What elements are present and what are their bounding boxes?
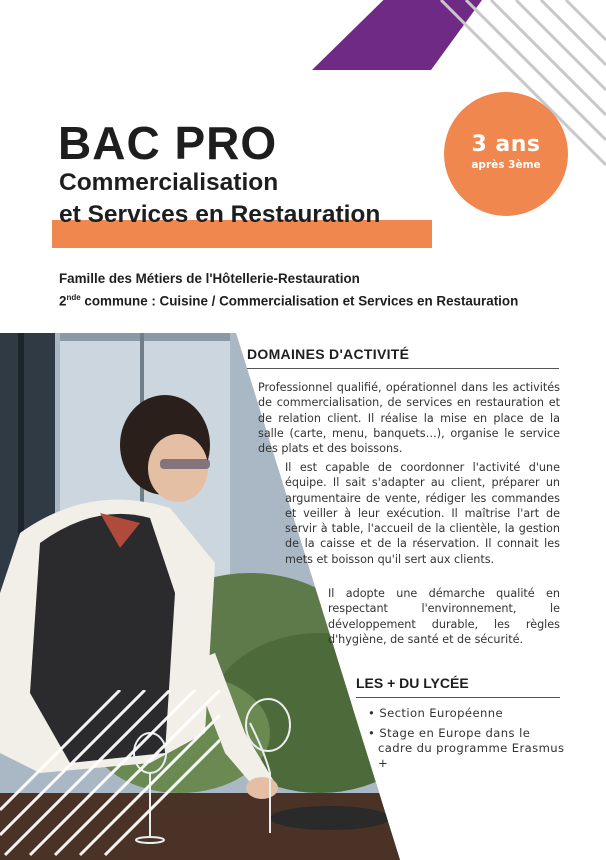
family-line-1: Famille des Métiers de l'Hôtellerie-Restauration (59, 271, 360, 286)
domaines-paragraph-2: Il est capable de coordonner l'activité d'une équipe. Il sait s'adapter au client, préparer un argumentaire de vente, rédiger les commandes et veiller à leur exécution. Il maîtrise l'art de servir à table, l'accueil de la clientèle, la gestion de la caisse et de la réservation. Il connait les mets et boisson qu'il sert aux clients. (285, 461, 560, 566)
domaines-heading: DOMAINES D'ACTIVITÉ (247, 346, 410, 362)
domaines-paragraph-3: Il adopte une démarche qualité en respectant l'environnement, le développement durable, les règles d'hygiène, de santé et de sécurité. (328, 587, 560, 646)
white-stripes-decor (0, 690, 220, 860)
list-item: • Stage en Europe dans le cadre du programme Erasmus + (366, 726, 566, 771)
duration-subtitle: après 3ème (471, 159, 541, 171)
divider (356, 697, 560, 698)
plus-heading: LES + DU LYCÉE (356, 675, 469, 691)
duration-badge (444, 92, 568, 216)
page-title: BAC PRO (58, 117, 278, 169)
domaines-paragraph-1: Professionnel qualifié, opérationnel dans les activités de commercialisation, de services en restauration et de relation client. Il réalise la mise en place de la salle (carte, menu, banquets…), organise le service des plats et des boissons. (258, 381, 560, 456)
list-item: • Section Européenne (366, 706, 566, 721)
duration-value: 3 ans (471, 132, 541, 157)
subtitle-line-1: Commercialisation (59, 169, 279, 196)
divider (247, 368, 559, 369)
family-info (59, 269, 518, 310)
plus-list (366, 706, 566, 776)
subtitle-line-2: et Services en Restauration (59, 201, 381, 228)
family-line-2: 2nde commune : Cuisine / Commercialisation et Services en Restauration (59, 293, 519, 309)
